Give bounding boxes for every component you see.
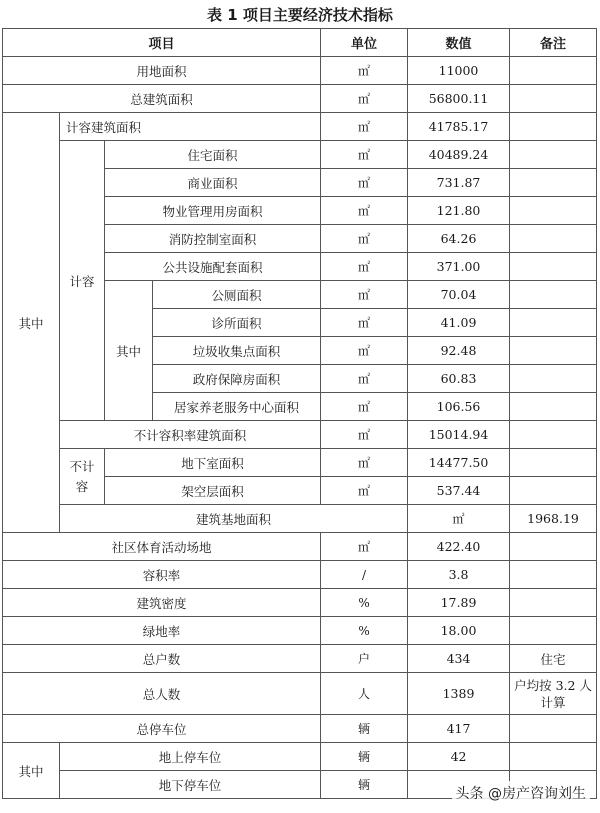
row-note: 住宅 bbox=[510, 645, 597, 673]
row-unit: ㎡ bbox=[321, 309, 408, 337]
row-name: 垃圾收集点面积 bbox=[153, 337, 321, 365]
row-value: 121.80 bbox=[408, 197, 510, 225]
row-unit: ㎡ bbox=[321, 197, 408, 225]
row-note bbox=[510, 421, 597, 449]
row-unit: 辆 bbox=[321, 771, 408, 799]
group-label-jirong: 计容 bbox=[60, 141, 105, 421]
row-note bbox=[510, 617, 597, 645]
row-name: 诊所面积 bbox=[153, 309, 321, 337]
table-row bbox=[3, 561, 597, 589]
row-name: 架空层面积 bbox=[105, 477, 321, 505]
row-unit: ㎡ bbox=[321, 477, 408, 505]
row-value: 371.00 bbox=[408, 253, 510, 281]
row-value: 56800.11 bbox=[408, 85, 510, 113]
table-row bbox=[3, 421, 597, 449]
row-note bbox=[510, 715, 597, 743]
header-value: 数值 bbox=[408, 29, 510, 57]
row-unit: ㎡ bbox=[321, 85, 408, 113]
row-unit: ㎡ bbox=[321, 421, 408, 449]
row-name: 地上停车位 bbox=[60, 743, 321, 771]
row-name: 总停车位 bbox=[3, 715, 321, 743]
row-name: 公共设施配套面积 bbox=[105, 253, 321, 281]
row-note bbox=[510, 113, 597, 141]
row-name: 建筑密度 bbox=[3, 589, 321, 617]
header-unit: 单位 bbox=[321, 29, 408, 57]
table-title: 表 1 项目主要经济技术指标 bbox=[207, 6, 393, 24]
table-row bbox=[3, 505, 597, 533]
group-label-bujirong bbox=[60, 449, 105, 505]
row-unit: ㎡ bbox=[321, 141, 408, 169]
row-name: 消防控制室面积 bbox=[105, 225, 321, 253]
row-note bbox=[510, 561, 597, 589]
row-value: 11000 bbox=[408, 57, 510, 85]
row-value: 42 bbox=[408, 743, 510, 771]
row-name: 地下停车位 bbox=[60, 771, 321, 799]
group-label-qizhong-parking: 其中 bbox=[3, 743, 60, 799]
row-unit: ㎡ bbox=[321, 393, 408, 421]
row-note bbox=[510, 169, 597, 197]
row-name: 建筑基地面积 bbox=[60, 505, 408, 533]
row-unit: 人 bbox=[321, 673, 408, 715]
row-name: 绿地率 bbox=[3, 617, 321, 645]
row-unit: ㎡ bbox=[321, 57, 408, 85]
row-name: 物业管理用房面积 bbox=[105, 197, 321, 225]
row-value: 417 bbox=[408, 715, 510, 743]
row-note bbox=[510, 197, 597, 225]
row-value: 731.87 bbox=[408, 169, 510, 197]
table-row bbox=[3, 85, 597, 113]
row-name: 总人数 bbox=[3, 673, 321, 715]
row-value: 106.56 bbox=[408, 393, 510, 421]
row-name: 住宅面积 bbox=[105, 141, 321, 169]
table-row bbox=[3, 113, 597, 141]
bujirong-label: 不计容 bbox=[69, 458, 95, 494]
row-value: 422.40 bbox=[408, 533, 510, 561]
row-name: 政府保障房面积 bbox=[153, 365, 321, 393]
row-value: 3.8 bbox=[408, 561, 510, 589]
table-row bbox=[3, 645, 597, 673]
row-name: 居家养老服务中心面积 bbox=[153, 393, 321, 421]
row-name: 地下室面积 bbox=[105, 449, 321, 477]
row-value: 64.26 bbox=[408, 225, 510, 253]
group-label-qizhong-sub: 其中 bbox=[105, 281, 153, 421]
row-note bbox=[510, 589, 597, 617]
row-value: 1389 bbox=[408, 673, 510, 715]
row-note bbox=[510, 393, 597, 421]
table-row bbox=[3, 449, 597, 477]
row-name: 商业面积 bbox=[105, 169, 321, 197]
table-row bbox=[3, 141, 597, 169]
row-note bbox=[510, 309, 597, 337]
row-note bbox=[510, 141, 597, 169]
row-name: 用地面积 bbox=[3, 57, 321, 85]
row-value: 70.04 bbox=[408, 281, 510, 309]
table-header-row bbox=[3, 29, 597, 57]
row-note bbox=[510, 57, 597, 85]
table-row bbox=[3, 589, 597, 617]
row-value: 1968.19 bbox=[510, 505, 597, 533]
header-note: 备注 bbox=[510, 29, 597, 57]
row-unit: % bbox=[321, 589, 408, 617]
row-name: 总户数 bbox=[3, 645, 321, 673]
row-value: 18.00 bbox=[408, 617, 510, 645]
row-value: 15014.94 bbox=[408, 421, 510, 449]
row-value: 434 bbox=[408, 645, 510, 673]
table-row bbox=[3, 673, 597, 715]
row-unit: ㎡ bbox=[321, 169, 408, 197]
row-note bbox=[510, 337, 597, 365]
row-note bbox=[510, 365, 597, 393]
row-note bbox=[510, 225, 597, 253]
row-value: 537.44 bbox=[408, 477, 510, 505]
row-unit: ㎡ bbox=[408, 505, 510, 533]
table-row bbox=[3, 617, 597, 645]
group-label-qizhong: 其中 bbox=[3, 113, 60, 533]
row-note bbox=[510, 281, 597, 309]
row-value: 40489.24 bbox=[408, 141, 510, 169]
row-note: 户均按 3.2 人计算 bbox=[510, 673, 597, 715]
row-unit: ㎡ bbox=[321, 253, 408, 281]
table-row bbox=[3, 743, 597, 771]
table-row bbox=[3, 533, 597, 561]
row-name: 总建筑面积 bbox=[3, 85, 321, 113]
row-name: 不计容积率建筑面积 bbox=[60, 421, 321, 449]
row-value: 17.89 bbox=[408, 589, 510, 617]
table-row bbox=[3, 57, 597, 85]
row-unit: ㎡ bbox=[321, 113, 408, 141]
row-name: 容积率 bbox=[3, 561, 321, 589]
table-row bbox=[3, 715, 597, 743]
row-unit: 辆 bbox=[321, 715, 408, 743]
row-value: 41.09 bbox=[408, 309, 510, 337]
row-name: 公厕面积 bbox=[153, 281, 321, 309]
row-name: 计容建筑面积 bbox=[60, 113, 321, 141]
row-name: 社区体育活动场地 bbox=[3, 533, 321, 561]
row-note bbox=[510, 477, 597, 505]
row-note bbox=[510, 253, 597, 281]
indicators-table bbox=[2, 28, 597, 799]
row-note bbox=[510, 449, 597, 477]
row-unit: ㎡ bbox=[321, 449, 408, 477]
row-unit: ㎡ bbox=[321, 225, 408, 253]
row-note bbox=[510, 85, 597, 113]
watermark-text: 头条 @房产咨询刘生 bbox=[452, 781, 590, 805]
header-item: 项目 bbox=[3, 29, 321, 57]
row-note bbox=[510, 533, 597, 561]
row-unit: ㎡ bbox=[321, 365, 408, 393]
row-note bbox=[510, 743, 597, 771]
row-unit: / bbox=[321, 561, 408, 589]
row-unit: % bbox=[321, 617, 408, 645]
row-unit: 户 bbox=[321, 645, 408, 673]
row-value: 60.83 bbox=[408, 365, 510, 393]
row-value: 41785.17 bbox=[408, 113, 510, 141]
row-unit: 辆 bbox=[321, 743, 408, 771]
row-unit: ㎡ bbox=[321, 337, 408, 365]
row-unit: ㎡ bbox=[321, 281, 408, 309]
row-unit: ㎡ bbox=[321, 533, 408, 561]
row-value: 14477.50 bbox=[408, 449, 510, 477]
row-value: 92.48 bbox=[408, 337, 510, 365]
